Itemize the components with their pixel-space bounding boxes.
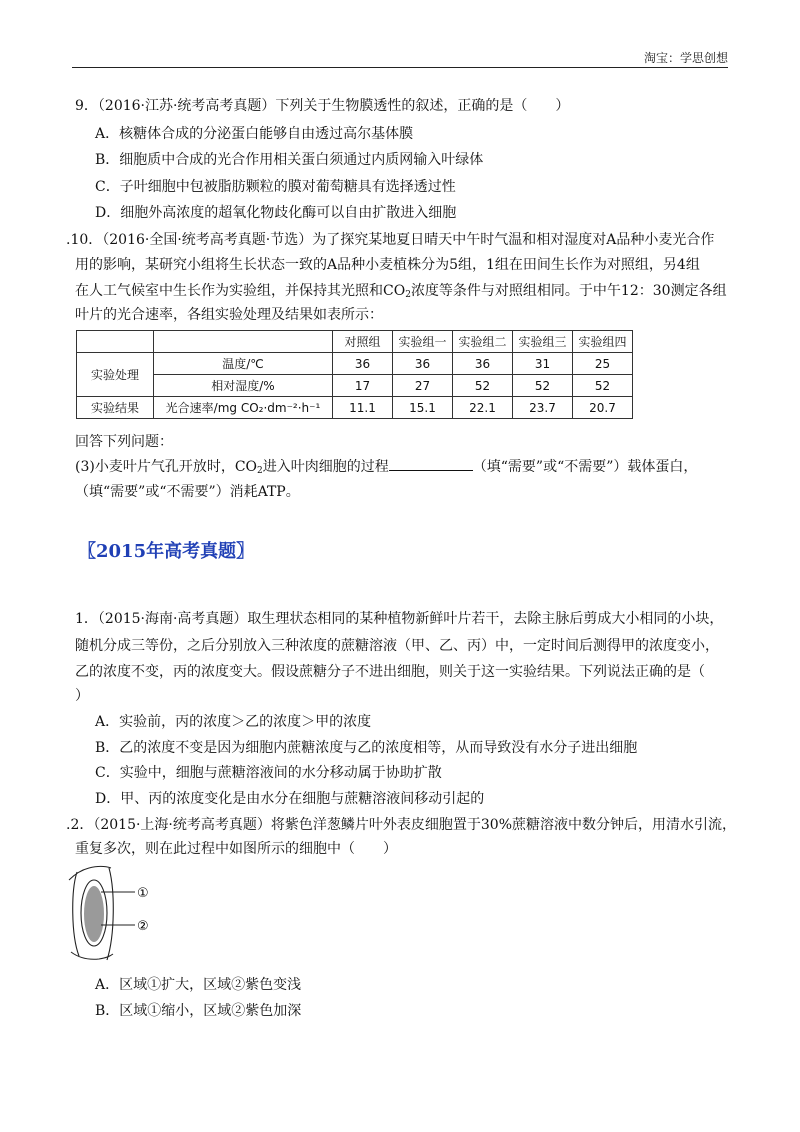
q10-sub3-sub: 2 [257, 466, 263, 476]
experiment-table [76, 330, 633, 419]
table-row-label: 温度/℃ [154, 353, 333, 375]
table-row-label: 光合速率/mg CO₂·dm⁻²·h⁻¹ [154, 397, 333, 419]
q10-line4: 叶片的光合速率，各组实验处理及结果如表所示： [75, 307, 383, 323]
table-col-header: 对照组 [333, 331, 393, 353]
s2-option-b: B．区域①缩小，区域②紫色加深 [95, 1003, 302, 1019]
cell-wall-bottom [71, 952, 113, 959]
q10-line1: .10．（2016·全国·统考高考真题·节选）为了探究某地夏日晴天中午时气温和相对湿度对A品种小麦光合作 [66, 232, 715, 248]
s1-line2: 随机分成三等份，之后分别放入三种浓度的蔗糖溶液（甲、乙、丙）中，一定时间后测得甲的浓度变小， [75, 638, 719, 654]
table-cell: 52 [453, 375, 513, 397]
table-cell: 52 [573, 375, 633, 397]
table-cell: 17 [333, 375, 393, 397]
q10-sub3-c: （填“需要”或“不需要”）载体蛋白， [472, 459, 698, 475]
s2-line2: 重复多次，则在此过程中如图所示的细胞中（ ） [75, 841, 397, 857]
table-cell: 25 [573, 353, 633, 375]
table-cell: 52 [513, 375, 573, 397]
table-col-header: 实验组二 [453, 331, 513, 353]
answer-blank[interactable] [389, 456, 473, 471]
cell-wall-right [107, 868, 113, 960]
s1-line3: 乙的浓度不变，丙的浓度变大。假设蔗糖分子不进出细胞，则关于这一实验结果。下列说法正确的是（ [75, 664, 705, 680]
q10-sub3-b: 进入叶肉细胞的过程 [262, 459, 389, 475]
table-cell: 36 [393, 353, 453, 375]
table-group-label: 实验结果 [77, 397, 154, 419]
cell-wall-left [73, 872, 79, 956]
q10-line3-b: 浓度等条件与对照组相同。于中午12：30测定各组 [410, 283, 727, 299]
table-cell: 31 [513, 353, 573, 375]
table-col-header: 实验组一 [393, 331, 453, 353]
q10-sub3-line2 [75, 482, 300, 502]
table-cell: 11.1 [333, 397, 393, 419]
q9-option-a: A．核糖体合成的分泌蛋白能够自由透过高尔基体膜 [95, 126, 414, 142]
table-cell: 36 [453, 353, 513, 375]
vacuole-region [84, 886, 104, 942]
q9-option-b: B．细胞质中合成的光合作用相关蛋白须通过内质网输入叶绿体 [95, 152, 484, 168]
s1-option-c: C．实验中，细胞与蔗糖溶液间的水分移动属于协助扩散 [95, 765, 442, 781]
q10-sub3-line1 [75, 456, 697, 481]
s1-option-b: B．乙的浓度不变是因为细胞内蔗糖浓度与乙的浓度相等，从而导致没有水分子进出细胞 [95, 740, 638, 756]
q10-line3 [75, 281, 727, 305]
table-cell: 36 [333, 353, 393, 375]
q9-option-d: D．细胞外高浓度的超氧化物歧化酶可以自由扩散进入细胞 [95, 205, 457, 221]
figure-label-2: ② [137, 919, 149, 934]
q10-line2: 用的影响，某研究小组将生长状态一致的A品种小麦植株分为5组，1组在田间生长作为对照组，另4组 [75, 257, 700, 273]
s1-line1: 1．（2015·海南·高考真题）取生理状态相同的某种植物新鲜叶片若干，去除主脉后剪成大小相同的小块， [75, 611, 724, 627]
header-shop-text: 淘宝：学思创想 [643, 51, 728, 65]
q10-sub3-d: （填“需要”或“不需要”）消耗ATP。 [75, 484, 300, 500]
table-group-label: 实验处理 [77, 353, 154, 397]
header-rule [72, 67, 728, 68]
table-cell: 23.7 [513, 397, 573, 419]
table-row [77, 353, 633, 375]
table-cell: 20.7 [573, 397, 633, 419]
s2-line1: .2．（2015·上海·统考高考真题）将紫色洋葱鳞片叶外表皮细胞置于30%蔗糖溶液中数分钟后，用清水引流， [66, 817, 737, 833]
table-corner-cell-2 [154, 331, 333, 353]
table-header-row [77, 331, 633, 353]
q9-stem: 9．（2016·江苏·统考高考真题）下列关于生物膜透性的叙述，正确的是（ ） [75, 98, 570, 114]
table-row [77, 375, 633, 397]
table-col-header: 实验组三 [513, 331, 573, 353]
table-cell: 22.1 [453, 397, 513, 419]
table-cell: 15.1 [393, 397, 453, 419]
q9-option-c: C．子叶细胞中包被脂肪颗粒的膜对葡萄糖具有选择透过性 [95, 179, 456, 195]
q10-line3-sub: 2 [405, 290, 411, 300]
table-col-header: 实验组四 [573, 331, 633, 353]
table-row [77, 397, 633, 419]
section-title: 〖2015年高考真题〗 [78, 541, 255, 562]
q10-answer-intro: 回答下列问题： [75, 434, 173, 450]
q10-line3-a: 在人工气候室中生长作为实验组，并保持其光照和CO [75, 283, 406, 299]
table-cell: 27 [393, 375, 453, 397]
figure-label-1: ① [137, 886, 149, 901]
s1-option-d: D．甲、丙的浓度变化是由水分在细胞与蔗糖溶液间移动引起的 [95, 791, 485, 807]
q10-sub3-a: (3)小麦叶片气孔开放时，CO [75, 459, 258, 475]
onion-cell-figure [65, 860, 165, 965]
s1-option-a: A．实验前，丙的浓度＞乙的浓度＞甲的浓度 [95, 714, 372, 730]
s2-option-a: A．区域①扩大，区域②紫色变浅 [95, 977, 302, 993]
s1-line4: ） [75, 688, 89, 704]
table-corner-cell [77, 331, 154, 353]
table-row-label: 相对湿度/% [154, 375, 333, 397]
